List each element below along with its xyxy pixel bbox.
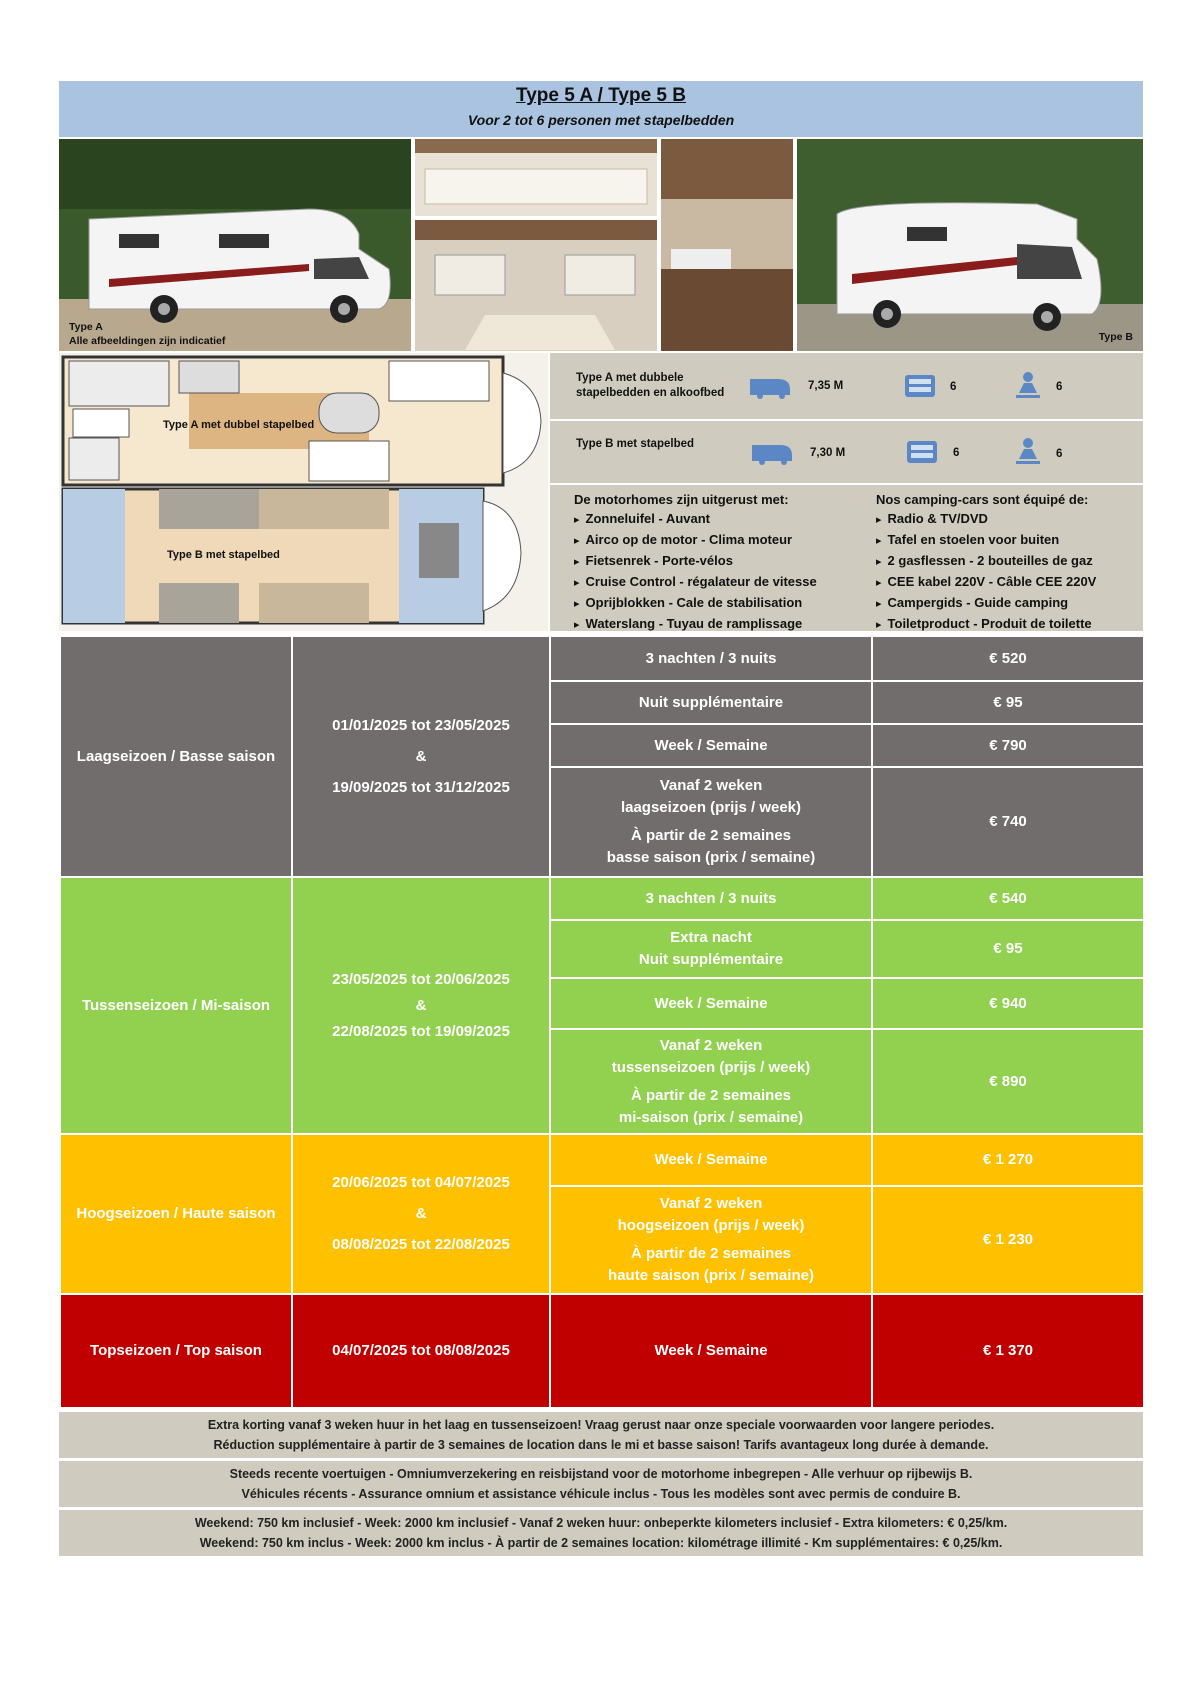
period-2: 19/09/2025 tot 31/12/2025 bbox=[332, 778, 510, 796]
rate-price: € 890 bbox=[872, 1029, 1144, 1134]
note-insurance bbox=[59, 1461, 1143, 1507]
header-banner bbox=[59, 81, 1143, 137]
equipment-item: ▸ Cruise Control - régalateur de vitesse bbox=[574, 572, 817, 593]
equipment-item: ▸ Zonneluifel - Auvant bbox=[574, 509, 817, 530]
camper-length-icon bbox=[750, 441, 794, 470]
bed-icon bbox=[906, 439, 938, 470]
note-nl: Weekend: 750 km inclusief - Week: 2000 km inclusief - Vanaf 2 weken huur: onbeperkte kilometers inclusief - Extra kilometers: € 0,25/km. bbox=[194, 1516, 1008, 1530]
equipment-fr-title: Nos camping-cars sont équipé de: bbox=[876, 492, 1089, 507]
table-row bbox=[60, 1294, 1144, 1408]
rate-label-long bbox=[550, 1029, 872, 1134]
spec-panel bbox=[550, 353, 1143, 631]
specs-section bbox=[59, 353, 1143, 631]
equipment-item: ▸ Radio & TV/DVD bbox=[876, 509, 1096, 530]
spec-label: Type A met dubbele stapelbedden en alkoofbed bbox=[576, 372, 725, 399]
long-fr-2: basse saison (prix / semaine) bbox=[606, 849, 816, 866]
page-title: Type 5 A / Type 5 B bbox=[516, 85, 686, 106]
price-sheet bbox=[59, 81, 1143, 1556]
equipment-item: ▸ Campergids - Guide camping bbox=[876, 593, 1096, 614]
rate-label: Nuit supplémentaire bbox=[550, 681, 872, 724]
rate-price: € 740 bbox=[872, 767, 1144, 877]
floorplan bbox=[59, 353, 548, 631]
equipment-fr bbox=[876, 490, 1096, 635]
indicative-note: Alle afbeeldingen zijn indicatief bbox=[69, 335, 226, 347]
rate-label bbox=[550, 920, 872, 978]
long-fr-1: À partir de 2 semaines bbox=[630, 827, 792, 844]
note-fr: Weekend: 750 km inclus - Week: 2000 km inclus - À partir de 2 semaines location: kilométrage illimité - Km supplémentaires: € 0,25/km. bbox=[199, 1536, 1003, 1550]
seat-icon bbox=[1016, 371, 1040, 404]
long-nl-2: hoogseizoen (prijs / week) bbox=[617, 1217, 805, 1234]
equipment-item: ▸ Waterslang - Tuyau de ramplissage bbox=[574, 614, 817, 635]
spec-row-type-b bbox=[550, 421, 1143, 483]
season-period-low bbox=[292, 636, 550, 877]
season-name-top: Topseizoen / Top saison bbox=[60, 1294, 292, 1408]
equipment-item: ▸ Airco op de motor - Clima moteur bbox=[574, 530, 817, 551]
spec-beds: 6 bbox=[950, 381, 957, 393]
long-fr-1: À partir de 2 semaines bbox=[630, 1245, 792, 1262]
long-nl-1: Vanaf 2 weken bbox=[659, 1036, 763, 1054]
camper-length-icon bbox=[748, 375, 792, 404]
rate-price: € 790 bbox=[872, 724, 1144, 767]
season-period-mid bbox=[292, 877, 550, 1134]
season-name-mid: Tussenseizoen / Mi-saison bbox=[60, 877, 292, 1134]
spec-length: 7,35 M bbox=[808, 380, 844, 392]
type-a-plan-label: Type A met dubbel stapelbed bbox=[163, 419, 315, 431]
bed-icon bbox=[904, 373, 936, 404]
rate-price: € 540 bbox=[872, 877, 1144, 920]
long-nl-1: Vanaf 2 weken bbox=[659, 1195, 763, 1212]
equipment-item: ▸ 2 gasflessen - 2 bouteilles de gaz bbox=[876, 551, 1096, 572]
spec-label: Type B met stapelbed bbox=[576, 438, 695, 450]
rate-price: € 940 bbox=[872, 978, 1144, 1029]
long-nl-2: laagseizoen (prijs / week) bbox=[620, 799, 802, 816]
table-row bbox=[60, 636, 1144, 681]
season-name-low: Laagseizoen / Basse saison bbox=[60, 636, 292, 877]
rate-label-long bbox=[550, 767, 872, 877]
period-1: 01/01/2025 tot 23/05/2025 bbox=[332, 716, 510, 734]
type-b-plan-label: Type B met stapelbed bbox=[167, 549, 280, 561]
rate-label: Week / Semaine bbox=[550, 978, 872, 1029]
long-fr-2: mi-saison (prix / semaine) bbox=[618, 1108, 804, 1126]
rate-price: € 95 bbox=[872, 920, 1144, 978]
page-subtitle: Voor 2 tot 6 personen met stapelbedden bbox=[467, 112, 735, 128]
period-2: 22/08/2025 tot 19/09/2025 bbox=[332, 1022, 510, 1040]
period-amp: & bbox=[415, 996, 427, 1014]
spec-row-type-a bbox=[550, 353, 1143, 419]
long-fr-1: À partir de 2 semaines bbox=[630, 1086, 792, 1104]
long-nl-1: Vanaf 2 weken bbox=[659, 777, 763, 794]
season-name-high: Hoogseizoen / Haute saison bbox=[60, 1134, 292, 1294]
period-1: 20/06/2025 tot 04/07/2025 bbox=[332, 1174, 510, 1191]
type-a-caption: Type A bbox=[69, 321, 103, 333]
equipment-item: ▸ CEE kabel 220V - Câble CEE 220V bbox=[876, 572, 1096, 593]
type-b-exterior-photo bbox=[797, 139, 1143, 351]
season-period-high bbox=[292, 1134, 550, 1294]
equipment-nl-title: De motorhomes zijn uitgerust met: bbox=[574, 492, 789, 507]
long-nl-2: tussenseizoen (prijs / week) bbox=[611, 1058, 811, 1076]
note-kilometers bbox=[59, 1510, 1143, 1556]
note-nl: Steeds recente voertuigen - Omniumverzekering en reisbijstand voor de motorhome inbegrepen - Alle verhuur op rijbewijs B. bbox=[229, 1467, 973, 1481]
season-period-top: 04/07/2025 tot 08/08/2025 bbox=[292, 1294, 550, 1408]
equipment-item: ▸ Tafel en stoelen voor buiten bbox=[876, 530, 1096, 551]
rate-price: € 95 bbox=[872, 681, 1144, 724]
type-b-caption: Type B bbox=[1098, 331, 1133, 343]
rate-label: 3 nachten / 3 nuits bbox=[550, 636, 872, 681]
price-table bbox=[59, 635, 1145, 1409]
period-amp: & bbox=[415, 1205, 427, 1222]
spec-length: 7,30 M bbox=[810, 447, 846, 459]
interior-bed-photo bbox=[415, 139, 657, 216]
period-amp: & bbox=[415, 747, 427, 765]
rate-price: € 1 230 bbox=[872, 1186, 1144, 1294]
seat-icon bbox=[1016, 437, 1040, 470]
rate-price: € 1 270 bbox=[872, 1134, 1144, 1186]
spec-beds: 6 bbox=[953, 447, 960, 459]
table-row bbox=[60, 877, 1144, 920]
equipment-nl bbox=[574, 490, 817, 635]
equipment-item: ▸ Fietsenrek - Porte-vélos bbox=[574, 551, 817, 572]
rate-price: € 520 bbox=[872, 636, 1144, 681]
interior-kitchen-photo bbox=[661, 139, 793, 351]
long-fr-2: haute saison (prix / semaine) bbox=[608, 1267, 814, 1284]
note-fr: Véhicules récents - Assurance omnium et assistance véhicule inclus - Tous les modèles sont avec permis de conduire B. bbox=[241, 1487, 961, 1501]
note-nl: Extra korting vanaf 3 weken huur in het laag en tussenseizoen! Vraag gerust naar onze speciale voorwaarden voor langere periodes. bbox=[207, 1418, 995, 1432]
rate-label-long bbox=[550, 1186, 872, 1294]
extra-night-nl: Extra nacht bbox=[670, 929, 752, 946]
equipment-item: ▸ Toiletproduct - Produit de toilette bbox=[876, 614, 1096, 635]
extra-night-fr: Nuit supplémentaire bbox=[638, 951, 784, 968]
type-a-exterior-photo bbox=[59, 139, 411, 351]
equipment-box bbox=[550, 485, 1143, 631]
interior-dinette-photo bbox=[415, 220, 657, 351]
spec-seats: 6 bbox=[1056, 381, 1063, 393]
rate-label: 3 nachten / 3 nuits bbox=[550, 877, 872, 920]
period-2: 08/08/2025 tot 22/08/2025 bbox=[332, 1236, 510, 1253]
rate-price: € 1 370 bbox=[872, 1294, 1144, 1408]
rate-label: Week / Semaine bbox=[550, 724, 872, 767]
note-discount bbox=[59, 1412, 1143, 1458]
rate-label: Week / Semaine bbox=[550, 1134, 872, 1186]
table-row bbox=[60, 1134, 1144, 1186]
equipment-item: ▸ Oprijblokken - Cale de stabilisation bbox=[574, 593, 817, 614]
period-1: 23/05/2025 tot 20/06/2025 bbox=[332, 970, 510, 988]
note-fr: Réduction supplémentaire à partir de 3 semaines de location dans le mi et basse saison! Tarifs avantageux long durée à demande. bbox=[213, 1438, 989, 1452]
rate-label: Week / Semaine bbox=[550, 1294, 872, 1408]
spec-seats: 6 bbox=[1056, 448, 1063, 460]
photo-strip bbox=[59, 139, 1143, 351]
